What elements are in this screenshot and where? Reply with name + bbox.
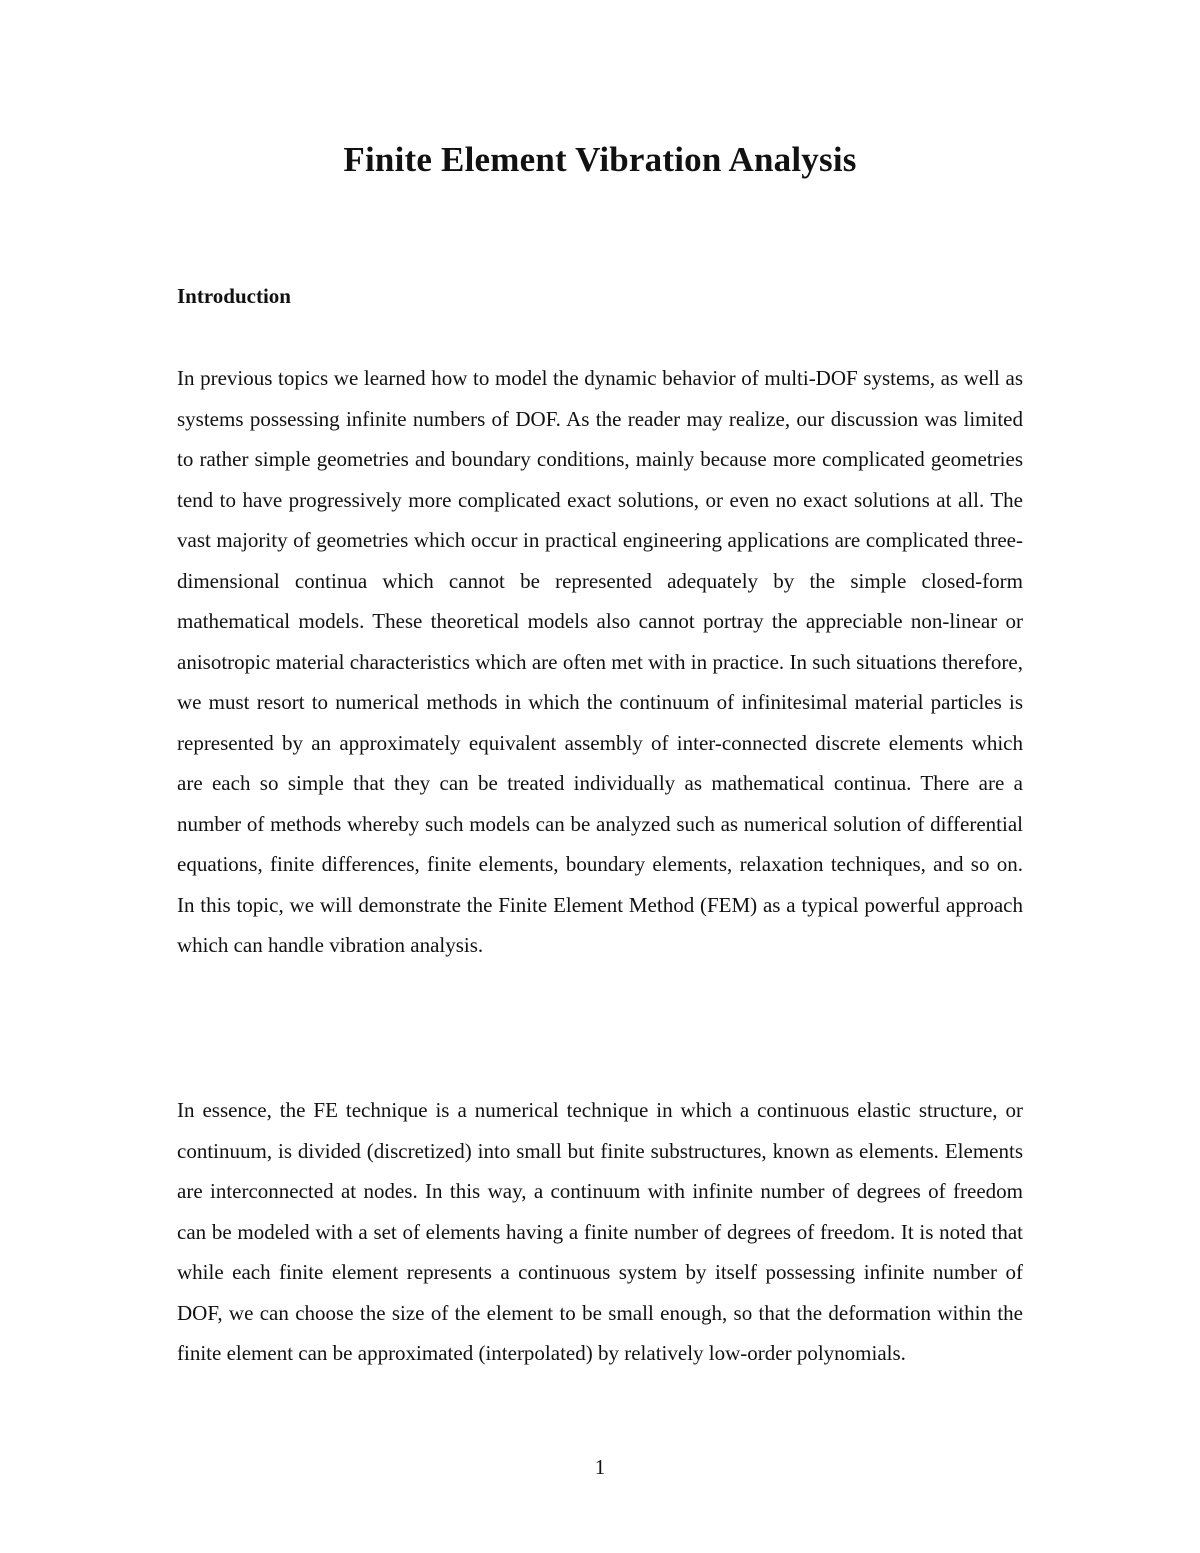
section-heading-introduction: Introduction bbox=[177, 284, 291, 308]
page-title: Finite Element Vibration Analysis bbox=[343, 140, 857, 179]
body-paragraph-2: In essence, the FE technique is a numerical technique in which a continuous elastic structure, or continuum, is divided (discretized) into small but finite substructures, known as elements. Elements are interconnected at nodes. In this way, a continuum with infinite number of degrees of freedom can be modeled with a set of elements having a finite number of degrees of freedom. It is noted that while each finite element represents a continuous system by itself possessing infinite number of DOF, we can choose the size of the element to be small enough, so that the deformation within the finite element can be approximated (interpolated) by relatively low-order polynomials. bbox=[177, 1098, 1023, 1365]
body-paragraph-1: In previous topics we learned how to model the dynamic behavior of multi-DOF systems, as well as systems possessing infinite numbers of DOF. As the reader may realize, our discussion was limited to rather simple geometries and boundary conditions, mainly because more complicated geometries tend to have progressively more complicated exact solutions, or even no exact solutions at all. The vast majority of geometries which occur in practical engineering applications are complicated three-dimensional continua which cannot be represented adequately by the simple closed-form mathematical models. These theoretical models also cannot portray the appreciable non-linear or anisotropic material characteristics which are often met with in practice. In such situations therefore, we must resort to numerical methods in which the continuum of infinitesimal material particles is represented by an approximately equivalent assembly of inter-connected discrete elements which are each so simple that they can be treated individually as mathematical continua. There are a number of methods whereby such models can be analyzed such as numerical solution of differential equations, finite differences, finite elements, boundary elements, relaxation techniques, and so on. In this topic, we will demonstrate the Finite Element Method (FEM) as a typical powerful approach which can handle vibration analysis. bbox=[177, 366, 1023, 957]
page-number: 1 bbox=[594, 1455, 606, 1479]
